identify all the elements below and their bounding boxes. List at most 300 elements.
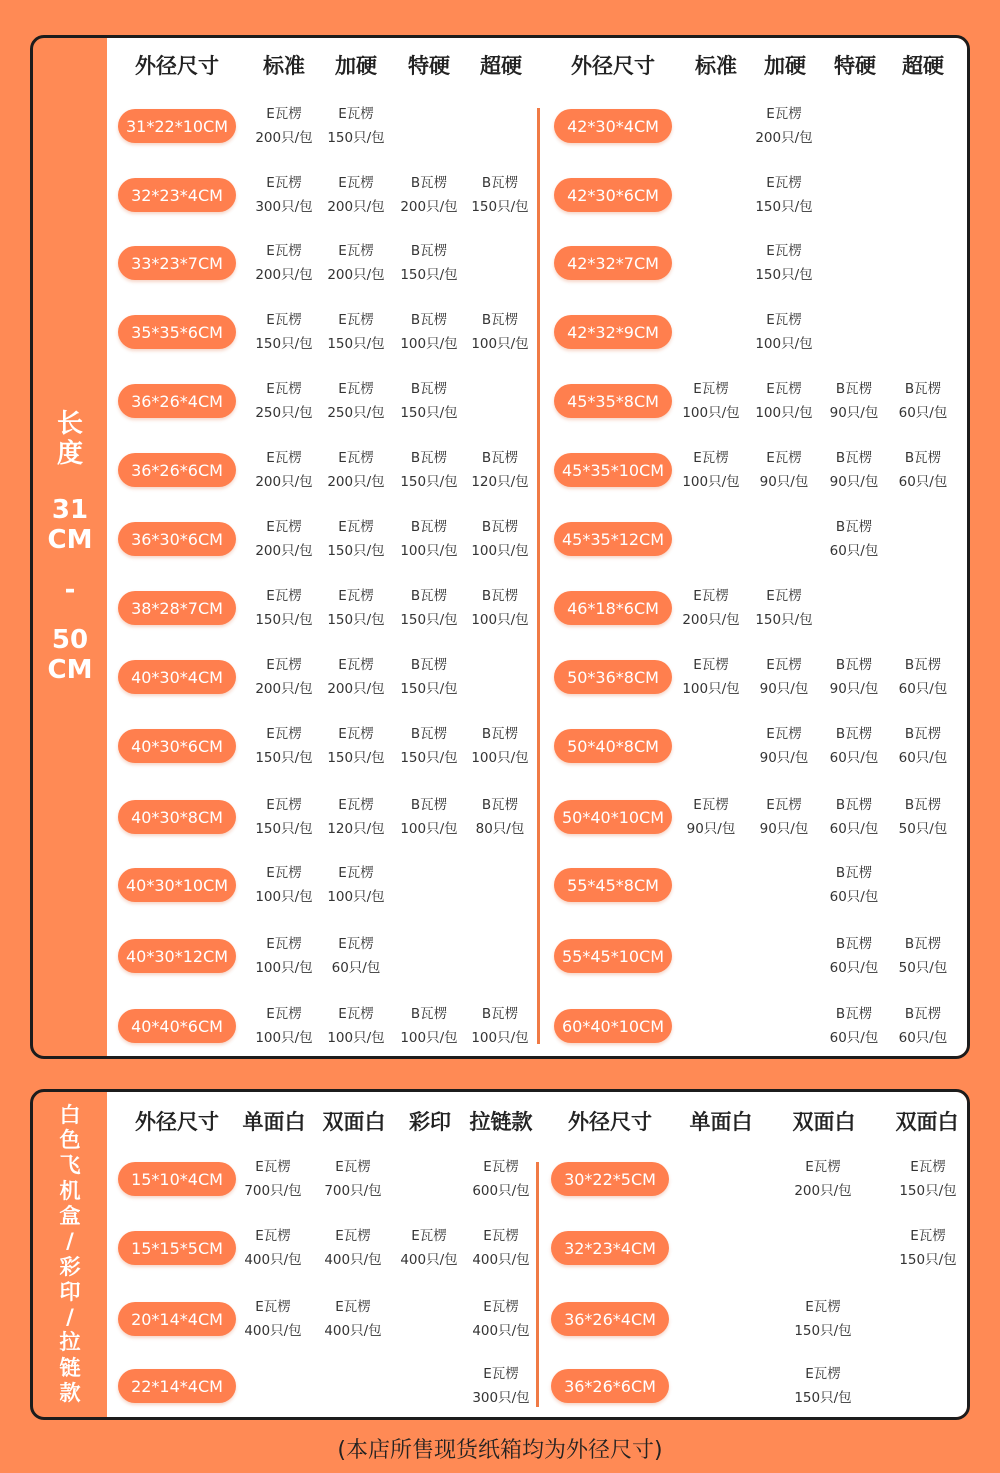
column-header: 外径尺寸 — [135, 54, 219, 78]
pack-qty: 120只/包 — [327, 821, 385, 837]
size-pill: 42*32*7CM — [554, 246, 672, 280]
size-pill: 36*26*4CM — [551, 1302, 669, 1336]
pack-qty: 300只/包 — [472, 1390, 530, 1406]
pack-qty: 90只/包 — [759, 474, 809, 490]
pack-qty: 100只/包 — [255, 1030, 313, 1046]
flute-type: E瓦楞 — [266, 726, 302, 742]
flute-type: B瓦楞 — [410, 519, 448, 535]
pack-qty: 150只/包 — [255, 336, 313, 352]
pack-qty: 100只/包 — [471, 750, 529, 766]
spec-cell — [244, 239, 324, 287]
spec-cell — [233, 1224, 313, 1272]
flute-type: E瓦楞 — [766, 657, 802, 673]
spec-cell — [461, 1295, 541, 1343]
flute-type: E瓦楞 — [766, 450, 802, 466]
flute-type: E瓦楞 — [483, 1366, 519, 1382]
size-pill: 15*10*4CM — [118, 1162, 236, 1196]
spec-cell — [888, 1224, 968, 1272]
spec-cell — [244, 861, 324, 909]
flute-type: E瓦楞 — [266, 797, 302, 813]
spec-cell — [389, 1002, 469, 1050]
pack-qty: 700只/包 — [244, 1183, 302, 1199]
flute-type: B瓦楞 — [481, 797, 519, 813]
size-pill: 22*14*4CM — [118, 1369, 236, 1403]
flute-type: E瓦楞 — [693, 381, 729, 397]
pack-qty: 400只/包 — [472, 1252, 530, 1268]
column-header: 标准 — [695, 54, 737, 78]
pack-qty: 200只/包 — [400, 199, 458, 215]
flute-type: E瓦楞 — [483, 1159, 519, 1175]
pack-qty: 150只/包 — [327, 130, 385, 146]
spec-cell — [783, 1362, 863, 1410]
flute-type: E瓦楞 — [266, 175, 302, 191]
flute-type: E瓦楞 — [766, 175, 802, 191]
spec-cell — [783, 1295, 863, 1343]
pack-qty: 400只/包 — [472, 1323, 530, 1339]
spec-cell — [814, 932, 894, 980]
spec-cell — [316, 102, 396, 150]
side-label-char: / — [66, 1305, 74, 1330]
spec-cell — [389, 377, 469, 425]
spec-cell — [244, 793, 324, 841]
flute-type: E瓦楞 — [338, 797, 374, 813]
column-header: 特硬 — [408, 54, 450, 78]
spec-cell — [316, 239, 396, 287]
pack-qty: 60只/包 — [898, 750, 948, 766]
spec-cell — [888, 1155, 968, 1203]
spec-cell — [883, 793, 963, 841]
pack-qty: 60只/包 — [829, 960, 879, 976]
flute-type: B瓦楞 — [904, 936, 942, 952]
flute-type: B瓦楞 — [835, 936, 873, 952]
spec-cell — [389, 1224, 469, 1272]
pack-qty: 60只/包 — [331, 960, 381, 976]
spec-cell — [671, 793, 751, 841]
flute-type: E瓦楞 — [338, 106, 374, 122]
pack-qty: 120只/包 — [471, 474, 529, 490]
pack-qty: 400只/包 — [244, 1252, 302, 1268]
spec-cell — [389, 584, 469, 632]
flute-type: E瓦楞 — [338, 657, 374, 673]
flute-type: B瓦楞 — [410, 797, 448, 813]
size-table-mailer-boxes — [30, 1089, 970, 1420]
flute-type: E瓦楞 — [338, 312, 374, 328]
spec-cell — [460, 308, 540, 356]
size-pill: 50*40*10CM — [554, 800, 672, 834]
spec-cell — [783, 1155, 863, 1203]
size-pill: 45*35*12CM — [554, 522, 672, 556]
pack-qty: 100只/包 — [327, 889, 385, 905]
pack-qty: 200只/包 — [255, 130, 313, 146]
flute-type: E瓦楞 — [338, 381, 374, 397]
pack-qty: 200只/包 — [255, 543, 313, 559]
pack-qty: 150只/包 — [400, 267, 458, 283]
side-label-char: 拉 — [59, 1330, 81, 1355]
spec-cell — [671, 446, 751, 494]
spec-cell — [883, 722, 963, 770]
pack-qty: 150只/包 — [400, 405, 458, 421]
flute-type: B瓦楞 — [904, 381, 942, 397]
flute-type: E瓦楞 — [483, 1228, 519, 1244]
spec-cell — [671, 377, 751, 425]
side-label-char: CM — [47, 525, 93, 555]
section-side-label — [33, 38, 107, 1056]
pack-qty: 150只/包 — [794, 1323, 852, 1339]
flute-type: E瓦楞 — [805, 1366, 841, 1382]
spec-cell — [883, 653, 963, 701]
spec-cell — [244, 932, 324, 980]
flute-type: E瓦楞 — [483, 1299, 519, 1315]
pack-qty: 150只/包 — [400, 474, 458, 490]
size-pill: 38*28*7CM — [118, 591, 236, 625]
column-divider — [536, 1162, 539, 1407]
pack-qty: 100只/包 — [682, 474, 740, 490]
spec-cell — [244, 446, 324, 494]
size-pill: 40*30*10CM — [118, 868, 236, 902]
spec-cell — [316, 932, 396, 980]
flute-type: E瓦楞 — [910, 1228, 946, 1244]
pack-qty: 60只/包 — [829, 1030, 879, 1046]
side-label-char: 色 — [59, 1128, 81, 1153]
column-header: 单面白 — [242, 1110, 306, 1134]
pack-qty: 150只/包 — [327, 612, 385, 628]
spec-cell — [460, 584, 540, 632]
pack-qty: 90只/包 — [829, 474, 879, 490]
side-label-char: 彩 — [59, 1254, 81, 1279]
column-header: 特硬 — [834, 54, 876, 78]
flute-type: B瓦楞 — [904, 657, 942, 673]
flute-type: E瓦楞 — [266, 381, 302, 397]
pack-qty: 150只/包 — [255, 612, 313, 628]
flute-type: E瓦楞 — [805, 1299, 841, 1315]
flute-type: E瓦楞 — [255, 1228, 291, 1244]
pack-qty: 90只/包 — [759, 821, 809, 837]
flute-type: E瓦楞 — [338, 243, 374, 259]
size-table-sheet — [107, 1092, 967, 1417]
footnote: (本店所售现货纸箱均为外径尺寸) — [337, 1438, 663, 1463]
spec-cell — [313, 1155, 393, 1203]
flute-type: E瓦楞 — [766, 797, 802, 813]
flute-type: E瓦楞 — [266, 450, 302, 466]
flute-type: E瓦楞 — [335, 1299, 371, 1315]
spec-cell — [744, 377, 824, 425]
spec-cell — [883, 377, 963, 425]
spec-cell — [316, 377, 396, 425]
spec-cell — [313, 1224, 393, 1272]
spec-cell — [460, 722, 540, 770]
size-pill: 31*22*10CM — [118, 109, 236, 143]
pack-qty: 150只/包 — [327, 750, 385, 766]
size-pill: 40*40*6CM — [118, 1009, 236, 1043]
column-header: 外径尺寸 — [135, 1110, 219, 1134]
pack-qty: 60只/包 — [829, 543, 879, 559]
spec-cell — [316, 446, 396, 494]
flute-type: E瓦楞 — [266, 865, 302, 881]
spec-cell — [814, 515, 894, 563]
side-label-char: 飞 — [59, 1153, 81, 1178]
pack-qty: 60只/包 — [898, 405, 948, 421]
size-pill: 33*23*7CM — [118, 246, 236, 280]
pack-qty: 200只/包 — [327, 267, 385, 283]
pack-qty: 200只/包 — [755, 130, 813, 146]
spec-cell — [244, 722, 324, 770]
spec-cell — [460, 171, 540, 219]
flute-type: B瓦楞 — [410, 588, 448, 604]
column-header: 标准 — [263, 54, 305, 78]
flute-type: E瓦楞 — [766, 106, 802, 122]
flute-type: B瓦楞 — [410, 243, 448, 259]
flute-type: E瓦楞 — [338, 865, 374, 881]
flute-type: B瓦楞 — [835, 657, 873, 673]
flute-type: E瓦楞 — [805, 1159, 841, 1175]
spec-cell — [313, 1295, 393, 1343]
spec-cell — [814, 1002, 894, 1050]
size-pill: 40*30*12CM — [118, 939, 236, 973]
flute-type: B瓦楞 — [835, 797, 873, 813]
pack-qty: 100只/包 — [400, 543, 458, 559]
spec-cell — [744, 171, 824, 219]
spec-cell — [671, 584, 751, 632]
spec-cell — [316, 1002, 396, 1050]
spec-cell — [883, 1002, 963, 1050]
spec-cell — [316, 584, 396, 632]
spec-cell — [814, 377, 894, 425]
flute-type: E瓦楞 — [266, 106, 302, 122]
flute-type: B瓦楞 — [481, 312, 519, 328]
flute-type: E瓦楞 — [255, 1159, 291, 1175]
flute-type: E瓦楞 — [338, 1006, 374, 1022]
size-pill: 40*30*6CM — [118, 729, 236, 763]
spec-cell — [316, 653, 396, 701]
pack-qty: 150只/包 — [899, 1183, 957, 1199]
flute-type: E瓦楞 — [766, 726, 802, 742]
column-header: 外径尺寸 — [571, 54, 655, 78]
flute-type: E瓦楞 — [266, 312, 302, 328]
side-label-char: - — [64, 575, 76, 605]
flute-type: E瓦楞 — [335, 1159, 371, 1175]
flute-type: B瓦楞 — [410, 1006, 448, 1022]
spec-cell — [814, 653, 894, 701]
pack-qty: 90只/包 — [759, 750, 809, 766]
side-label-char: 31 — [51, 495, 89, 525]
flute-type: B瓦楞 — [481, 588, 519, 604]
spec-cell — [744, 239, 824, 287]
flute-type: B瓦楞 — [835, 1006, 873, 1022]
pack-qty: 150只/包 — [755, 612, 813, 628]
pack-qty: 60只/包 — [829, 889, 879, 905]
spec-cell — [744, 308, 824, 356]
spec-cell — [244, 171, 324, 219]
side-label-char: 50 — [51, 625, 89, 655]
flute-type: B瓦楞 — [904, 1006, 942, 1022]
pack-qty: 100只/包 — [682, 405, 740, 421]
spec-cell — [389, 653, 469, 701]
flute-type: B瓦楞 — [481, 519, 519, 535]
column-header: 彩印 — [409, 1110, 451, 1134]
pack-qty: 100只/包 — [255, 960, 313, 976]
pack-qty: 60只/包 — [898, 681, 948, 697]
flute-type: E瓦楞 — [766, 381, 802, 397]
spec-cell — [389, 171, 469, 219]
pack-qty: 50只/包 — [898, 960, 948, 976]
flute-type: E瓦楞 — [266, 588, 302, 604]
column-header: 双面白 — [792, 1110, 856, 1134]
column-divider — [537, 108, 540, 1044]
flute-type: E瓦楞 — [693, 450, 729, 466]
flute-type: B瓦楞 — [410, 726, 448, 742]
spec-cell — [316, 515, 396, 563]
spec-cell — [460, 1002, 540, 1050]
pack-qty: 250只/包 — [327, 405, 385, 421]
spec-cell — [883, 446, 963, 494]
size-table-sheet — [107, 38, 967, 1056]
flute-type: E瓦楞 — [766, 243, 802, 259]
side-label-char: 白 — [59, 1102, 81, 1127]
pack-qty: 150只/包 — [255, 750, 313, 766]
pack-qty: 200只/包 — [255, 681, 313, 697]
spec-cell — [814, 446, 894, 494]
pack-qty: 90只/包 — [829, 681, 879, 697]
size-pill: 42*30*6CM — [554, 178, 672, 212]
pack-qty: 100只/包 — [471, 336, 529, 352]
pack-qty: 100只/包 — [682, 681, 740, 697]
flute-type: B瓦楞 — [481, 1006, 519, 1022]
spec-cell — [671, 653, 751, 701]
pack-qty: 150只/包 — [400, 750, 458, 766]
pack-qty: 90只/包 — [829, 405, 879, 421]
pack-qty: 400只/包 — [244, 1323, 302, 1339]
size-pill: 50*36*8CM — [554, 660, 672, 694]
pack-qty: 100只/包 — [471, 612, 529, 628]
pack-qty: 200只/包 — [327, 199, 385, 215]
pack-qty: 200只/包 — [255, 474, 313, 490]
spec-cell — [244, 653, 324, 701]
flute-type: B瓦楞 — [904, 797, 942, 813]
flute-type: B瓦楞 — [481, 726, 519, 742]
size-pill: 36*26*6CM — [118, 453, 236, 487]
spec-cell — [744, 653, 824, 701]
pack-qty: 200只/包 — [327, 681, 385, 697]
spec-cell — [316, 308, 396, 356]
pack-qty: 100只/包 — [400, 1030, 458, 1046]
pack-qty: 200只/包 — [682, 612, 740, 628]
flute-type: E瓦楞 — [266, 519, 302, 535]
pack-qty: 60只/包 — [898, 1030, 948, 1046]
spec-cell — [389, 446, 469, 494]
side-label-char: 盒 — [59, 1203, 81, 1228]
flute-type: E瓦楞 — [693, 797, 729, 813]
pack-qty: 150只/包 — [899, 1252, 957, 1268]
size-pill: 36*26*6CM — [551, 1369, 669, 1403]
spec-cell — [814, 722, 894, 770]
size-pill: 32*23*4CM — [118, 178, 236, 212]
flute-type: B瓦楞 — [835, 450, 873, 466]
pack-qty: 150只/包 — [400, 612, 458, 628]
flute-type: B瓦楞 — [481, 175, 519, 191]
spec-cell — [316, 171, 396, 219]
size-pill: 42*32*9CM — [554, 315, 672, 349]
pack-qty: 400只/包 — [324, 1252, 382, 1268]
spec-cell — [244, 377, 324, 425]
pack-qty: 200只/包 — [794, 1183, 852, 1199]
size-pill: 45*35*10CM — [554, 453, 672, 487]
pack-qty: 90只/包 — [759, 681, 809, 697]
flute-type: E瓦楞 — [266, 657, 302, 673]
pack-qty: 200只/包 — [327, 474, 385, 490]
pack-qty: 150只/包 — [794, 1390, 852, 1406]
side-label-char: CM — [47, 655, 93, 685]
column-header: 加硬 — [335, 54, 377, 78]
spec-cell — [244, 1002, 324, 1050]
flute-type: B瓦楞 — [835, 519, 873, 535]
side-label-char: 款 — [59, 1380, 81, 1405]
size-pill: 50*40*8CM — [554, 729, 672, 763]
spec-cell — [244, 515, 324, 563]
spec-cell — [744, 584, 824, 632]
spec-cell — [389, 793, 469, 841]
flute-type: B瓦楞 — [410, 657, 448, 673]
pack-qty: 200只/包 — [255, 267, 313, 283]
spec-cell — [744, 793, 824, 841]
pack-qty: 700只/包 — [324, 1183, 382, 1199]
spec-cell — [814, 861, 894, 909]
column-header: 单面白 — [689, 1110, 753, 1134]
spec-cell — [244, 308, 324, 356]
pack-qty: 600只/包 — [472, 1183, 530, 1199]
size-pill: 40*30*8CM — [118, 800, 236, 834]
spec-cell — [744, 722, 824, 770]
pack-qty: 150只/包 — [327, 336, 385, 352]
flute-type: E瓦楞 — [266, 1006, 302, 1022]
pack-qty: 150只/包 — [471, 199, 529, 215]
pack-qty: 150只/包 — [755, 267, 813, 283]
pack-qty: 50只/包 — [898, 821, 948, 837]
flute-type: E瓦楞 — [411, 1228, 447, 1244]
flute-type: E瓦楞 — [338, 175, 374, 191]
flute-type: B瓦楞 — [481, 450, 519, 466]
spec-cell — [461, 1362, 541, 1410]
pack-qty: 100只/包 — [327, 1030, 385, 1046]
spec-cell — [460, 446, 540, 494]
flute-type: E瓦楞 — [338, 588, 374, 604]
flute-type: B瓦楞 — [835, 381, 873, 397]
size-pill: 20*14*4CM — [118, 1302, 236, 1336]
spec-cell — [316, 793, 396, 841]
spec-cell — [460, 515, 540, 563]
pack-qty: 60只/包 — [898, 474, 948, 490]
spec-cell — [233, 1155, 313, 1203]
pack-qty: 150只/包 — [755, 199, 813, 215]
size-pill: 40*30*4CM — [118, 660, 236, 694]
side-label-char: 印 — [59, 1279, 81, 1304]
spec-cell — [814, 793, 894, 841]
size-table-long-boxes — [30, 35, 970, 1059]
column-header: 双面白 — [322, 1110, 386, 1134]
column-header: 外径尺寸 — [568, 1110, 652, 1134]
size-pill: 55*45*10CM — [554, 939, 672, 973]
pack-qty: 100只/包 — [471, 543, 529, 559]
spec-cell — [389, 308, 469, 356]
side-label-char: 度 — [56, 439, 83, 469]
size-pill: 60*40*10CM — [554, 1009, 672, 1043]
flute-type: E瓦楞 — [266, 243, 302, 259]
size-pill: 36*26*4CM — [118, 384, 236, 418]
spec-cell — [389, 515, 469, 563]
pack-qty: 100只/包 — [755, 405, 813, 421]
flute-type: E瓦楞 — [693, 588, 729, 604]
size-pill: 15*15*5CM — [118, 1231, 236, 1265]
flute-type: B瓦楞 — [410, 175, 448, 191]
